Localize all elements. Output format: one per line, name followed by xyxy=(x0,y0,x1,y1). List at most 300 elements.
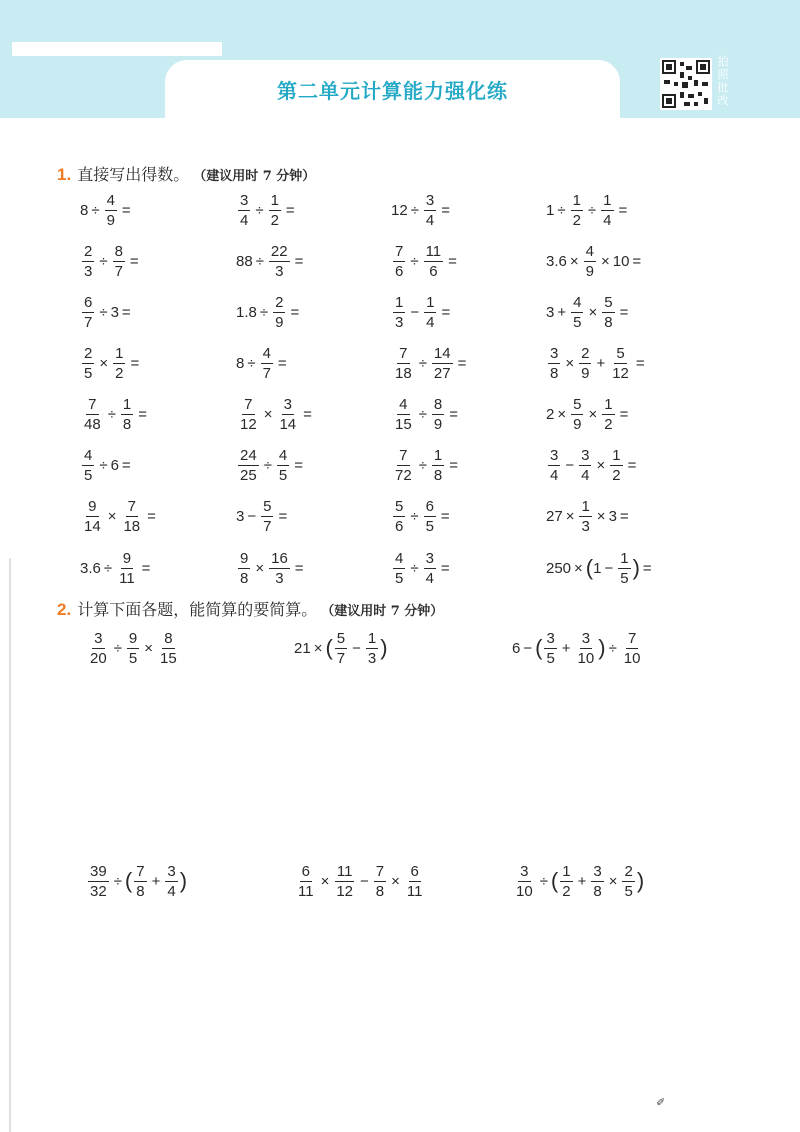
numerator: 5 xyxy=(263,497,272,515)
denominator: 5 xyxy=(128,649,138,667)
numerator: 1 xyxy=(122,395,132,413)
denominator: 8 xyxy=(593,882,602,900)
numerator: 14 xyxy=(433,344,451,362)
numerator: 7 xyxy=(244,395,253,413)
numerator: 8 xyxy=(114,242,123,260)
corner-mark: ✐ xyxy=(656,1097,666,1109)
operator: = xyxy=(294,559,304,577)
operator: × xyxy=(99,354,109,372)
scan-to-grade-label: 拍照批改 xyxy=(717,56,729,107)
denominator: 8 xyxy=(122,415,132,433)
denominator: 10 xyxy=(623,649,641,667)
problem-1-10 xyxy=(236,288,302,336)
number: 8 xyxy=(236,354,245,372)
numerator: 11 xyxy=(425,242,442,260)
denominator: 18 xyxy=(123,517,141,535)
fraction xyxy=(238,193,250,228)
fraction xyxy=(579,346,591,381)
problem-1-15 xyxy=(391,339,469,387)
problem-1-14 xyxy=(236,339,290,387)
operator: + xyxy=(577,872,587,890)
operator: ÷ xyxy=(255,252,264,270)
operator: ÷ xyxy=(410,507,419,525)
operator: × xyxy=(565,507,575,525)
numerator: 2 xyxy=(84,344,93,362)
fraction xyxy=(121,499,142,534)
number: 10 xyxy=(612,252,630,270)
operator: = xyxy=(141,559,151,577)
fraction xyxy=(277,397,298,432)
fraction xyxy=(165,864,177,899)
number: 3.6 xyxy=(546,252,567,270)
number: 3 xyxy=(110,303,119,321)
parenthesis: ) xyxy=(632,555,640,580)
operator: = xyxy=(619,507,629,525)
operator: = xyxy=(277,354,287,372)
numerator: 4 xyxy=(399,395,408,413)
numerator: 11 xyxy=(336,862,353,880)
operator: − xyxy=(352,639,361,657)
denominator: 2 xyxy=(612,466,621,484)
numerator: 7 xyxy=(127,497,136,515)
fraction xyxy=(601,193,613,228)
fraction xyxy=(134,864,146,899)
denominator: 4 xyxy=(167,882,176,900)
numerator: 24 xyxy=(240,446,257,464)
fraction xyxy=(424,551,436,586)
denominator: 20 xyxy=(90,649,107,667)
number: 88 xyxy=(236,252,253,270)
denominator: 2 xyxy=(572,211,581,229)
operator: × xyxy=(391,872,400,890)
title-banner xyxy=(165,60,620,118)
numerator: 3 xyxy=(425,191,435,209)
denominator: 4 xyxy=(603,211,612,229)
fraction xyxy=(393,448,414,483)
numerator: 9 xyxy=(122,549,132,567)
problem-1-27 xyxy=(391,492,453,540)
fraction xyxy=(269,551,290,586)
qr-code-icon[interactable] xyxy=(660,58,712,110)
section-2-heading xyxy=(57,597,443,620)
denominator: 3 xyxy=(367,649,377,667)
problem-1-21 xyxy=(80,441,134,489)
number: 1 xyxy=(546,201,555,219)
denominator: 9 xyxy=(581,364,590,382)
fraction xyxy=(88,864,109,899)
fraction xyxy=(113,346,125,381)
numerator: 3 xyxy=(425,549,434,567)
fraction xyxy=(432,448,444,483)
operator: = xyxy=(635,354,645,372)
problem-1-28 xyxy=(546,492,632,540)
operator: × xyxy=(596,507,606,525)
operator: × xyxy=(608,872,618,890)
operator: × xyxy=(600,252,610,270)
fraction xyxy=(261,346,273,381)
problem-1-32 xyxy=(546,544,655,592)
parenthesis: ) xyxy=(179,868,188,893)
operator: = xyxy=(294,456,304,474)
fraction xyxy=(571,193,583,228)
denominator: 6 xyxy=(429,262,438,280)
denominator: 7 xyxy=(114,262,123,280)
operator: × xyxy=(588,405,598,423)
denominator: 3 xyxy=(275,262,284,280)
denominator: 14 xyxy=(84,517,101,535)
denominator: 12 xyxy=(336,882,354,900)
denominator: 3 xyxy=(581,517,590,535)
denominator: 27 xyxy=(433,364,451,382)
operator: = xyxy=(285,201,295,219)
operator: = xyxy=(449,405,459,423)
numerator: 6 xyxy=(425,497,434,515)
number: 8 xyxy=(80,201,89,219)
numerator: 9 xyxy=(240,549,249,567)
operator: ÷ xyxy=(99,303,108,321)
fraction xyxy=(602,295,614,330)
denominator: 5 xyxy=(84,364,93,382)
denominator: 5 xyxy=(573,313,582,331)
denominator: 9 xyxy=(106,211,115,229)
operator: = xyxy=(642,559,652,577)
numerator: 6 xyxy=(301,862,310,880)
problem-1-30 xyxy=(236,544,307,592)
problem-1-9 xyxy=(80,288,134,336)
parenthesis: ) xyxy=(636,868,645,893)
operator: × xyxy=(588,303,598,321)
operator: = xyxy=(441,201,451,219)
problem-1-8 xyxy=(546,237,644,285)
denominator: 5 xyxy=(395,569,404,587)
denominator: 11 xyxy=(406,882,423,900)
fraction xyxy=(273,295,285,330)
operator: ÷ xyxy=(410,559,419,577)
number: 21 xyxy=(294,639,311,657)
operator: − xyxy=(604,559,614,577)
denominator: 4 xyxy=(425,211,435,229)
numerator: 9 xyxy=(128,629,138,647)
fraction xyxy=(424,193,436,228)
number: 3.6 xyxy=(80,559,101,577)
denominator: 7 xyxy=(84,313,93,331)
number: 3 xyxy=(608,507,617,525)
number: 27 xyxy=(546,507,563,525)
fraction xyxy=(579,448,591,483)
denominator: 9 xyxy=(433,415,443,433)
denominator: 4 xyxy=(240,211,249,229)
numerator: 1 xyxy=(433,446,443,464)
denominator: 2 xyxy=(270,211,279,229)
fraction xyxy=(393,551,405,586)
section-1-time-note: （建议用时 7 分钟） xyxy=(193,169,316,184)
fraction xyxy=(571,295,583,330)
numerator: 3 xyxy=(581,446,590,464)
fraction xyxy=(424,295,436,330)
operator: ÷ xyxy=(113,872,122,890)
problem-1-20 xyxy=(546,390,631,438)
problem-1-29 xyxy=(80,544,153,592)
numerator: 1 xyxy=(620,549,629,567)
operator: = xyxy=(121,456,131,474)
numerator: 2 xyxy=(275,293,284,311)
problem-1-12 xyxy=(546,288,631,336)
denominator: 5 xyxy=(546,649,555,667)
denominator: 9 xyxy=(275,313,284,331)
fraction xyxy=(238,448,259,483)
fraction xyxy=(374,864,386,899)
fraction xyxy=(579,499,591,534)
denominator: 5 xyxy=(84,466,93,484)
denominator: 72 xyxy=(395,466,412,484)
operator: = xyxy=(121,303,131,321)
section-2-title: 计算下面各题，能简算的要简算。 xyxy=(77,602,318,619)
numerator: 4 xyxy=(106,191,115,209)
numerator: 22 xyxy=(270,242,288,260)
operator: ÷ xyxy=(608,639,617,657)
operator: × xyxy=(313,639,323,657)
numerator: 5 xyxy=(573,395,582,413)
denominator: 48 xyxy=(84,415,101,433)
fraction xyxy=(548,448,560,483)
operator: × xyxy=(144,639,154,657)
numerator: 4 xyxy=(278,446,288,464)
operator: ÷ xyxy=(263,456,272,474)
operator: ÷ xyxy=(418,456,427,474)
denominator: 25 xyxy=(240,466,257,484)
fraction xyxy=(393,397,414,432)
page-title: 第二单元计算能力强化练 xyxy=(277,80,508,103)
operator: = xyxy=(449,456,459,474)
denominator: 8 xyxy=(433,466,443,484)
problem-1-13 xyxy=(80,339,142,387)
numerator: 1 xyxy=(367,629,377,647)
operator: = xyxy=(440,507,450,525)
operator: = xyxy=(618,201,628,219)
fraction xyxy=(610,448,622,483)
operator: = xyxy=(632,252,642,270)
fraction xyxy=(82,244,94,279)
parenthesis: ) xyxy=(598,635,606,660)
numerator: 7 xyxy=(395,242,404,260)
operator: = xyxy=(448,252,457,270)
numerator: 1 xyxy=(395,293,404,311)
fraction xyxy=(602,397,614,432)
operator: × xyxy=(557,405,567,423)
operator: ÷ xyxy=(99,456,108,474)
denominator: 8 xyxy=(604,313,613,331)
section-1-title: 直接写出得数。 xyxy=(77,167,190,184)
parenthesis: ( xyxy=(535,635,543,660)
fraction xyxy=(571,397,583,432)
fraction xyxy=(158,631,179,666)
numerator: 39 xyxy=(90,862,107,880)
denominator: 15 xyxy=(160,649,177,667)
problem-2-4 xyxy=(86,857,187,905)
section-1-number: 1. xyxy=(57,165,72,184)
problem-1-26 xyxy=(236,492,290,540)
denominator: 15 xyxy=(395,415,412,433)
operator: − xyxy=(360,872,369,890)
denominator: 5 xyxy=(624,882,633,900)
operator: − xyxy=(247,507,257,525)
fraction xyxy=(117,551,137,586)
denominator: 8 xyxy=(136,882,145,900)
operator: = xyxy=(130,354,140,372)
operator: = xyxy=(294,252,304,270)
problem-1-5 xyxy=(80,237,142,285)
fraction xyxy=(432,346,453,381)
operator: = xyxy=(129,252,139,270)
operator: ÷ xyxy=(410,201,419,219)
numerator: 5 xyxy=(336,629,346,647)
operator: = xyxy=(619,405,629,423)
numerator: 16 xyxy=(271,549,288,567)
fraction xyxy=(618,551,630,586)
parenthesis: ( xyxy=(325,635,333,660)
operator: = xyxy=(457,354,467,372)
parenthesis: ( xyxy=(124,868,133,893)
number: 3 xyxy=(236,507,245,525)
fraction xyxy=(82,346,94,381)
numerator: 2 xyxy=(624,862,633,880)
denominator: 12 xyxy=(612,364,629,382)
denominator: 2 xyxy=(115,364,124,382)
numerator: 1 xyxy=(426,293,435,311)
operator: ÷ xyxy=(539,872,548,890)
problem-2-3 xyxy=(512,624,644,672)
fraction xyxy=(610,346,631,381)
operator: = xyxy=(290,303,300,321)
operator: ÷ xyxy=(99,252,108,270)
operator: = xyxy=(138,405,148,423)
denominator: 9 xyxy=(585,262,594,280)
numerator: 7 xyxy=(399,446,408,464)
denominator: 2 xyxy=(604,415,613,433)
parenthesis: ) xyxy=(380,635,388,660)
problem-1-17 xyxy=(80,390,150,438)
fraction xyxy=(105,193,117,228)
operator: + xyxy=(557,303,567,321)
fraction xyxy=(82,499,103,534)
denominator: 8 xyxy=(550,364,559,382)
denominator: 3 xyxy=(395,313,404,331)
problem-1-7 xyxy=(391,237,460,285)
fraction xyxy=(334,864,355,899)
problem-1-25 xyxy=(80,492,159,540)
operator: = xyxy=(627,456,637,474)
fraction xyxy=(548,346,560,381)
operator: ÷ xyxy=(410,252,419,270)
numerator: 4 xyxy=(585,242,594,260)
fraction xyxy=(591,864,603,899)
numerator: 3 xyxy=(240,191,249,209)
denominator: 8 xyxy=(240,569,249,587)
operator: = xyxy=(440,559,450,577)
numerator: 1 xyxy=(115,344,124,362)
denominator: 18 xyxy=(395,364,412,382)
numerator: 2 xyxy=(581,344,590,362)
operator: ÷ xyxy=(557,201,566,219)
denominator: 3 xyxy=(275,569,284,587)
numerator: 7 xyxy=(88,395,97,413)
fraction xyxy=(622,864,634,899)
operator: × xyxy=(596,456,606,474)
denominator: 7 xyxy=(263,517,272,535)
section-2-number: 2. xyxy=(57,600,72,619)
operator: − xyxy=(565,456,575,474)
numerator: 3 xyxy=(167,862,176,880)
fraction xyxy=(622,631,643,666)
problem-2-1 xyxy=(86,624,181,672)
problem-1-3 xyxy=(391,186,453,234)
numerator: 7 xyxy=(136,862,145,880)
numerator: 3 xyxy=(581,629,591,647)
fraction xyxy=(393,244,405,279)
numerator: 1 xyxy=(603,191,612,209)
operator: × xyxy=(107,507,117,525)
denominator: 10 xyxy=(516,882,533,900)
problem-1-2 xyxy=(236,186,298,234)
problem-1-24 xyxy=(546,441,639,489)
numerator: 7 xyxy=(375,862,385,880)
fraction xyxy=(424,244,444,279)
denominator: 4 xyxy=(550,466,559,484)
operator: − xyxy=(523,639,533,657)
denominator: 11 xyxy=(119,569,135,587)
numerator: 3 xyxy=(593,862,602,880)
operator: − xyxy=(410,303,420,321)
header-tab-decoration xyxy=(12,42,222,56)
problem-1-6 xyxy=(236,237,306,285)
fraction xyxy=(335,631,347,666)
denominator: 3 xyxy=(84,262,93,280)
denominator: 4 xyxy=(426,313,435,331)
operator: ÷ xyxy=(418,354,427,372)
fraction xyxy=(261,499,273,534)
numerator: 1 xyxy=(572,191,581,209)
fraction xyxy=(82,448,94,483)
operator: = xyxy=(278,507,288,525)
numerator: 1 xyxy=(604,395,613,413)
operator: ÷ xyxy=(113,639,122,657)
operator: × xyxy=(565,354,575,372)
numerator: 1 xyxy=(562,862,571,880)
fraction xyxy=(88,631,109,666)
fraction xyxy=(576,631,597,666)
numerator: 1 xyxy=(581,497,590,515)
problem-1-1 xyxy=(80,186,134,234)
problem-2-5 xyxy=(294,857,426,905)
denominator: 14 xyxy=(279,415,297,433)
operator: ÷ xyxy=(107,405,116,423)
problem-1-16 xyxy=(546,339,648,387)
denominator: 2 xyxy=(562,882,571,900)
operator: × xyxy=(569,252,579,270)
numerator: 4 xyxy=(84,446,93,464)
problem-2-2 xyxy=(294,624,388,672)
numerator: 7 xyxy=(399,344,408,362)
number: 3 xyxy=(546,303,555,321)
number: 2 xyxy=(546,405,555,423)
numerator: 9 xyxy=(88,497,97,515)
denominator: 32 xyxy=(90,882,107,900)
denominator: 4 xyxy=(425,569,434,587)
denominator: 5 xyxy=(620,569,629,587)
fraction xyxy=(393,295,405,330)
numerator: 3 xyxy=(550,344,559,362)
fraction xyxy=(113,244,125,279)
